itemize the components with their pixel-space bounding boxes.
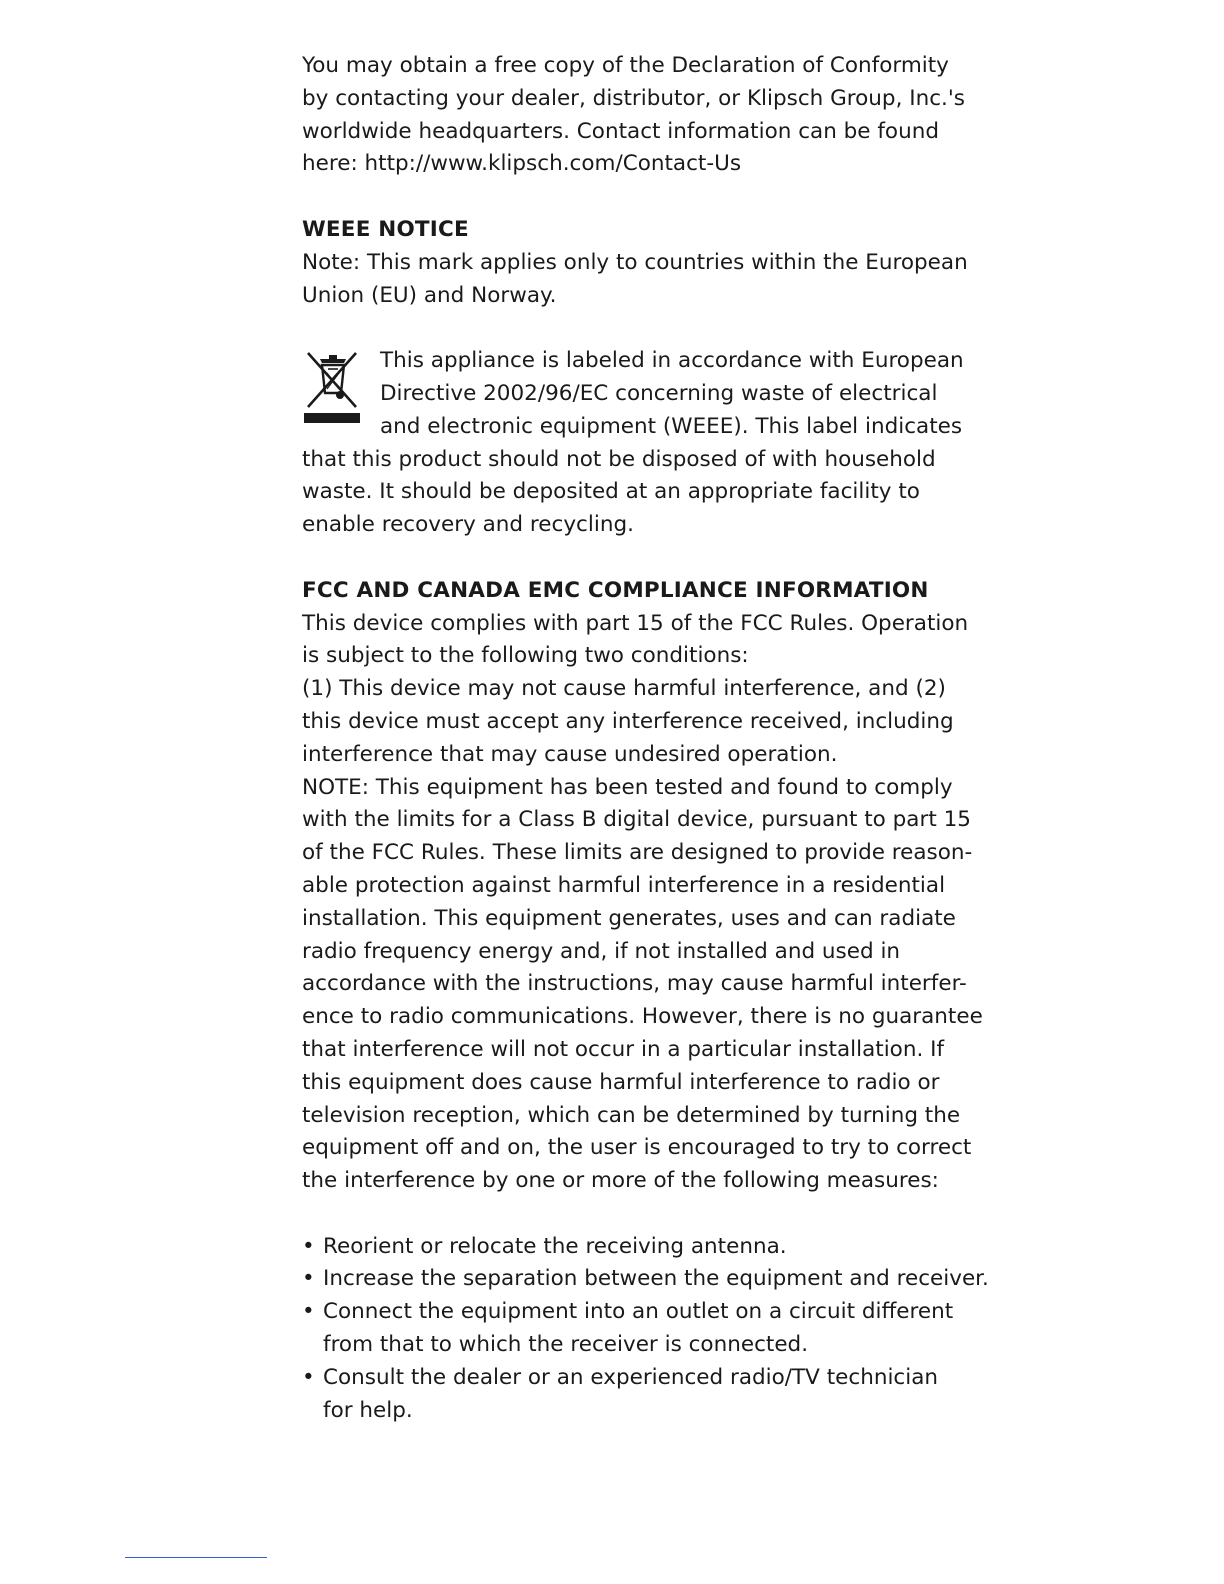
text-line: equipment off and on, the user is encouraged to try to correct	[302, 1135, 972, 1161]
text-line: from that to which the receiver is connected.	[323, 1332, 809, 1358]
text-line: that interference will not occur in a particular installation. If	[302, 1036, 945, 1062]
weee-paragraph	[302, 345, 964, 542]
text-line: accordance with the instructions, may cause harmful interfer-	[302, 971, 967, 997]
bullet: •	[302, 1364, 315, 1390]
text-line: This appliance is labeled in accordance with European	[380, 348, 964, 374]
text-line: Union (EU) and Norway.	[302, 282, 557, 308]
text-line: NOTE: This equipment has been tested and found to comply	[302, 774, 953, 800]
text-line: is subject to the following two conditions:	[302, 643, 749, 669]
crossed-out-wheelie-bin-icon	[302, 347, 362, 427]
weee-indented-text	[302, 345, 964, 443]
bullet: •	[302, 1233, 315, 1259]
text-line: ence to radio communications. However, there is no guarantee	[302, 1004, 983, 1030]
text-line: with the limits for a Class B digital device, pursuant to part 15	[302, 807, 971, 833]
text-line: radio frequency energy and, if not installed and used in	[302, 938, 901, 964]
bullet: •	[302, 1299, 315, 1325]
text-line: Reorient or relocate the receiving antenna.	[323, 1233, 787, 1259]
text-line: the interference by one or more of the following measures:	[302, 1168, 939, 1194]
weee-heading: WEEE NOTICE	[302, 216, 469, 242]
text-line: You may obtain a free copy of the Declaration of Conformity	[302, 53, 949, 78]
measures-list	[302, 1231, 989, 1428]
text-line: able protection against harmful interference in a residential	[302, 872, 946, 898]
list-item	[302, 1296, 954, 1362]
text-line: worldwide headquarters. Contact information can be found	[302, 118, 939, 144]
list-item	[302, 1263, 989, 1296]
fcc-paragraph	[302, 608, 983, 1198]
text-line: Directive 2002/96/EC concerning waste of electrical	[380, 380, 938, 406]
text-line: This device complies with part 15 of the FCC Rules. Operation	[302, 610, 969, 636]
text-line: Connect the equipment into an outlet on a circuit different	[323, 1299, 954, 1325]
text-line: Note: This mark applies only to countries within the European	[302, 249, 968, 275]
spacer	[302, 181, 942, 214]
text-line: by contacting your dealer, distributor, or Klipsch Group, Inc.'s	[302, 85, 965, 111]
text-line: interference that may cause undesired operation.	[302, 741, 838, 767]
bullet: •	[302, 1266, 315, 1292]
text-line: and electronic equipment (WEEE). This label indicates	[380, 413, 963, 439]
text-line: that this product should not be disposed of with household	[302, 446, 936, 472]
text-line: Consult the dealer or an experienced radio/TV technician	[323, 1364, 939, 1390]
footer-rule	[125, 1557, 267, 1558]
weee-note	[302, 247, 968, 313]
text-line: this device must accept any interference received, including	[302, 708, 954, 734]
document-page	[302, 50, 989, 1427]
fcc-heading: FCC AND CANADA EMC COMPLIANCE INFORMATION	[302, 577, 929, 603]
text-line: here: http://www.klipsch.com/Contact-Us	[302, 151, 742, 177]
spacer	[302, 312, 942, 345]
spacer	[302, 1198, 942, 1231]
list-item	[302, 1231, 942, 1264]
text-line: (1) This device may not cause harmful interference, and (2)	[302, 676, 946, 702]
spacer	[302, 542, 942, 575]
text-line: Increase the separation between the equipment and receiver.	[323, 1266, 989, 1292]
text-line: installation. This equipment generates, uses and can radiate	[302, 905, 956, 931]
conformity-paragraph	[302, 50, 965, 181]
text-line: enable recovery and recycling.	[302, 512, 634, 538]
text-line: waste. It should be deposited at an appropriate facility to	[302, 479, 920, 505]
text-line: for help.	[323, 1397, 413, 1423]
list-item	[302, 1362, 942, 1428]
text-line: of the FCC Rules. These limits are designed to provide reason-	[302, 840, 973, 866]
text-line: television reception, which can be determined by turning the	[302, 1102, 961, 1128]
text-line: this equipment does cause harmful interference to radio or	[302, 1069, 940, 1095]
